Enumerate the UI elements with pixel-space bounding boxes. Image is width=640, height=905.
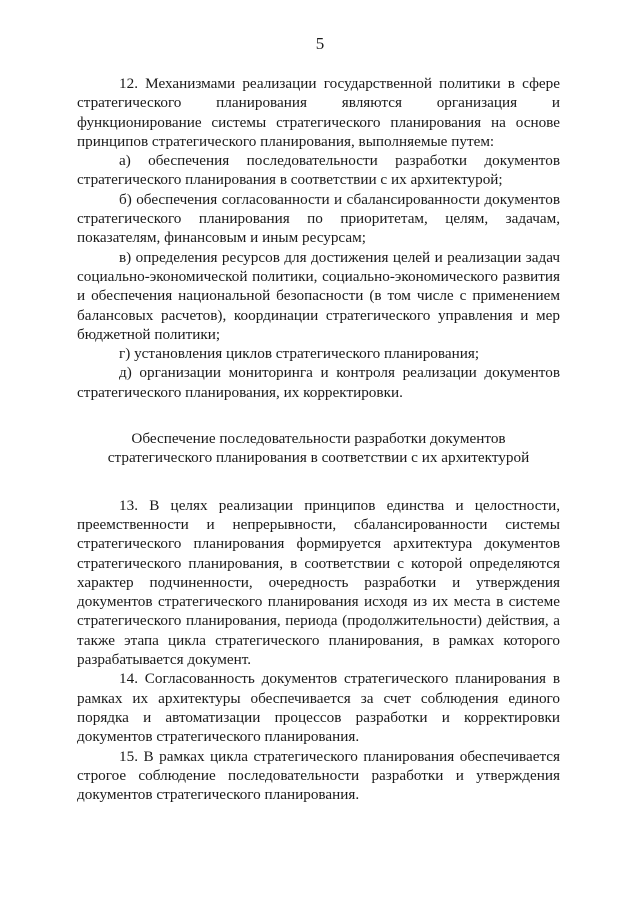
paragraph-12-item-g: г) установления циклов стратегического планирования; [119, 345, 480, 363]
paragraph-12-item-d: д) организации мониторинга и контроля реализации документов стратегического планирования, их корректировки. [77, 364, 560, 401]
section-title-line-2: стратегического планирования в соответствии с их архитектурой [107, 449, 530, 467]
paragraph-13: 13. В целях реализации принципов единства и целостности, преемственности и непрерывности, сбалансированности системы стратегического планирования формируется архитектура документов стратегического планирования, в соответствии с которой определяются характер подчиненности, очередность разработки и утверждения документов стратегического планирования исходя из их места в системе стратегического планирования, периода (продолжительности) действия, а также этапа цикла стратегического планирования, в рамках которого разрабатывается документ. [77, 496, 560, 669]
paragraph-14: 14. Согласованность документов стратегического планирования в рамках их архитектуры обеспечивается за счет соблюдения единого порядка и автоматизации процессов разработки и корректировки документов стратегического планирования. [77, 670, 560, 746]
paragraph-15: 15. В рамках цикла стратегического планирования обеспечивается строгое соблюдение последовательности разработки и утверждения документов стратегического планирования. [77, 747, 560, 804]
paragraph-12-item-b: б) обеспечения согласованности и сбалансированности документов стратегического планирования по приоритетам, целям, задачам, показателям, финансовым и иным ресурсам; [77, 190, 560, 247]
page-number: 5 [315, 34, 325, 53]
paragraph-12-item-v: в) определения ресурсов для достижения целей и реализации задач социально-экономической политики, социально-экономического развития и обеспечения национальной безопасности (в том числе с применением балансовых расчетов), координации стратегического управления и мер бюджетной политики; [77, 248, 560, 343]
section-title-line-1: Обеспечение последовательности разработки документов [131, 430, 506, 448]
paragraph-12: 12. Механизмами реализации государственной политики в сфере стратегического планирования являются организация и функционирование системы стратегического планирования на основе принципов стратегического планирования, выполняемые путем: [77, 75, 560, 150]
section-title [77, 429, 560, 468]
paragraph-12-item-a: а) обеспечения последовательности разработки документов стратегического планирования в соответствии с их архитектурой; [77, 152, 560, 189]
document-body [77, 74, 560, 804]
